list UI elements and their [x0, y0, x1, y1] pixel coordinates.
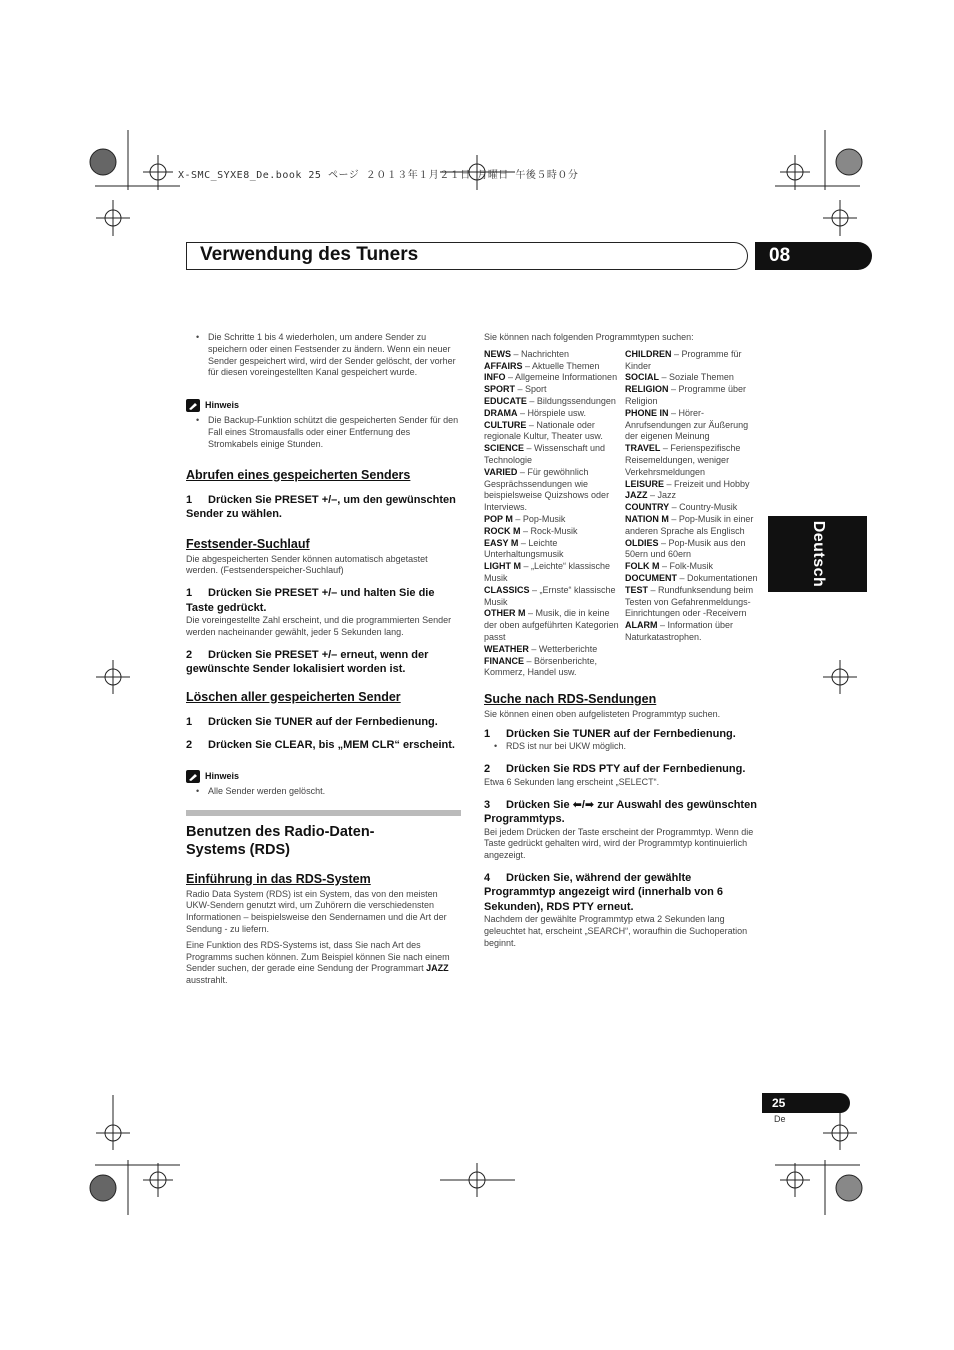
- program-type-code: LIGHT M: [484, 561, 521, 572]
- program-type-item: [625, 620, 759, 644]
- step-text: Drücken Sie CLEAR, bis „MEM CLR“ erscheint.: [208, 739, 455, 752]
- step-number: 1: [186, 493, 193, 506]
- program-type-desc: – Rundfunksendung beim Testen von Gefahrenmeldungs-Einrichtungen oder -Receivern: [625, 584, 754, 619]
- hint-heading-1: [186, 399, 461, 412]
- program-type-desc: – Bildungssendungen: [526, 395, 616, 406]
- program-type-desc: – Soziale Themen: [659, 372, 734, 383]
- language-tab-label: Deutsch: [809, 520, 827, 588]
- program-type-desc: – Wissenschaft und Technologie: [484, 443, 606, 465]
- program-type-code: TEST: [625, 584, 649, 595]
- program-type-desc: – Hörer-Anrufsendungen zur Äußerung der eigenen Meinung: [625, 407, 749, 442]
- program-type-code: CULTURE: [484, 419, 527, 430]
- section-title-recall: Abrufen eines gespeicherten Senders: [186, 467, 411, 482]
- program-type-item: [484, 372, 620, 384]
- program-type-item: [484, 408, 620, 420]
- program-type-desc: – Nachrichten: [511, 348, 570, 359]
- rds-intro-p2-end: ausstrahlt.: [186, 975, 228, 986]
- program-type-desc: – Für gewöhnlich Gesprächssendungen wie beispielsweise Quizshows oder Interviews.: [484, 466, 610, 513]
- program-type-code: AFFAIRS: [484, 360, 523, 371]
- program-type-code: SPORT: [484, 384, 516, 395]
- hint-heading-2: [186, 770, 461, 783]
- step-scan-1-desc: Die voreingestellte Zahl erscheint, und die programmierten Sender werden nacheinander gewählt, jeder 5 Sekunden lang.: [186, 615, 452, 637]
- program-type-desc: – Pop-Musik in einer anderen Sprache als Englisch: [625, 513, 754, 536]
- program-type-code: RELIGION: [625, 384, 669, 395]
- program-type-desc: – Börsenberichte, Kommerz, Handel usw.: [484, 655, 598, 678]
- program-type-desc: – Programme für Kinder: [625, 348, 742, 371]
- program-type-code: SCIENCE: [484, 443, 525, 454]
- program-type-item: [625, 514, 759, 538]
- section-title-rds-intro: Einführung in das RDS-System: [186, 871, 371, 886]
- program-type-item: [484, 384, 620, 396]
- step-text: Drücken Sie: [506, 798, 573, 811]
- step-number: 2: [186, 739, 193, 752]
- program-type-code: ALARM: [625, 620, 658, 631]
- left-right-arrows-icon: ⬅/➡: [572, 798, 595, 811]
- rds-search-intro: Sie können einen oben aufgelisteten Programmtyp suchen.: [484, 709, 721, 720]
- preset-scan-intro: Die abgespeicherten Sender können automatisch abgetastet werden. (Festsenderspeicher-Suchlauf): [186, 553, 428, 576]
- program-type-desc: – „Ernste“ klassische Musik: [484, 584, 616, 607]
- program-type-code: COUNTRY: [625, 502, 670, 513]
- program-type-code: ROCK M: [484, 525, 521, 536]
- step-search-1: [484, 727, 759, 742]
- program-type-desc: – Aktuelle Themen: [522, 360, 600, 371]
- rds-intro-p2-text: Eine Funktion des RDS-Systems ist, dass Sie nach Art des Programms suchen können. Zum Beispiel können Sie nach einem Sender suchen, der gerade eine Sendung der Programmart: [186, 939, 450, 974]
- program-type-item: [625, 443, 759, 478]
- step-text: Drücken Sie PRESET +/–, um den gewünschten Sender zu wählen.: [186, 493, 456, 521]
- language-tab: [768, 516, 867, 592]
- section-divider: [186, 810, 461, 816]
- step-number: 2: [186, 648, 193, 661]
- rds-intro-p2-jazz: JAZZ: [426, 963, 449, 974]
- program-type-code: PHONE IN: [625, 407, 669, 418]
- step-search-2: [484, 762, 759, 777]
- step-search-2-desc: Etwa 6 Sekunden lang erscheint „SELECT“.: [484, 776, 660, 787]
- program-type-desc: – Pop-Musik aus den 50ern und 60ern: [625, 537, 746, 560]
- step-number: 3: [484, 798, 491, 811]
- program-types-table: [484, 349, 759, 679]
- step-scan-1: [186, 586, 461, 615]
- step-search-4: [484, 871, 759, 915]
- program-type-item: [484, 585, 620, 609]
- program-type-item: [625, 490, 759, 502]
- step-recall-1: [186, 493, 461, 522]
- step-search-3: [484, 798, 759, 827]
- program-type-code: FINANCE: [484, 655, 524, 666]
- step-number: 1: [186, 715, 193, 728]
- program-type-code: OLDIES: [625, 537, 659, 548]
- program-types-col-2: [625, 349, 759, 679]
- program-type-desc: – Musik, die in keine der oben aufgeführten Kategorien passt: [484, 608, 619, 642]
- program-type-code: SOCIAL: [625, 372, 660, 383]
- program-type-desc: – Pop-Musik: [512, 513, 566, 524]
- program-type-item: [484, 526, 620, 538]
- page-title: Verwendung des Tuners: [200, 244, 419, 265]
- program-type-item: [484, 443, 620, 467]
- page-number: 25: [762, 1093, 850, 1113]
- step-text: Drücken Sie TUNER auf der Fernbedienung.: [208, 715, 438, 728]
- program-type-code: DRAMA: [484, 407, 518, 418]
- step-text: Drücken Sie PRESET +/– und halten Sie die Taste gedrückt.: [186, 587, 435, 614]
- program-type-item: [484, 467, 620, 514]
- program-type-item: [625, 502, 759, 514]
- step-number: 1: [186, 587, 193, 600]
- program-type-item: [484, 349, 620, 361]
- hint-text-2: • Alle Sender werden gelöscht.: [186, 786, 461, 798]
- program-type-desc: – Country-Musik: [669, 502, 738, 513]
- step-clear-1: [186, 715, 461, 730]
- program-type-code: CHILDREN: [625, 348, 672, 359]
- program-type-item: [484, 644, 620, 656]
- program-type-desc: – Ferienspezifische Reisemeldungen, weniger Verkehrsmeldungen: [625, 443, 741, 477]
- program-type-item: [484, 361, 620, 373]
- program-type-code: TRAVEL: [625, 443, 661, 454]
- step-number: 1: [484, 727, 491, 740]
- step-search-1-note: • RDS ist nur bei UKW möglich.: [484, 741, 759, 753]
- chapter-number: 08: [755, 242, 872, 270]
- program-type-desc: – Folk-Musik: [659, 561, 714, 572]
- program-type-item: [625, 479, 759, 491]
- step-search-3-desc: Bei jedem Drücken der Taste erscheint der Programmtyp. Wenn die Taste gedrückt gehalten wird, wird der Programmtyp kontinuierlich angezeigt.: [484, 826, 754, 861]
- file-info-line: X-SMC_SYXE8_De.book 25 ページ ２０１３年１月２１日 月曜日 午後５時０分: [178, 170, 579, 181]
- step-text: Drücken Sie TUNER auf der Fernbedienung.: [506, 727, 736, 740]
- program-type-item: [484, 420, 620, 444]
- program-type-code: FOLK M: [625, 561, 660, 572]
- program-type-item: [484, 608, 620, 643]
- hint-text-1: • Die Backup-Funktion schützt die gespeicherten Sender für den Fall eines Stromausfalls oder einer Entfernung des Stromkabels einige Stunden.: [186, 415, 461, 450]
- program-types-col-1: [484, 349, 625, 679]
- step-scan-2: [186, 648, 461, 677]
- section-title-clear: Löschen aller gespeicherten Sender: [186, 689, 401, 704]
- program-type-item: [484, 538, 620, 562]
- section-title-rds-search: Suche nach RDS-Sendungen: [484, 692, 657, 707]
- program-type-code: DOCUMENT: [625, 572, 677, 583]
- program-type-desc: – Hörspiele usw.: [517, 407, 587, 418]
- program-type-desc: – Programme über Religion: [625, 384, 747, 406]
- rds-intro-p2: [186, 940, 461, 987]
- program-type-item: [625, 372, 759, 384]
- left-column: [186, 332, 461, 987]
- step-clear-2: [186, 738, 461, 753]
- section-title-preset-scan: Festsender-Suchlauf: [186, 536, 310, 551]
- program-type-desc: – Leichte Unterhaltungsmusik: [484, 537, 564, 560]
- right-column: [484, 332, 759, 950]
- program-type-code: WEATHER: [484, 643, 529, 654]
- step-text: Drücken Sie, während der gewählte Programmtyp angezeigt wird (innerhalb von 6 Sekunden), RDS PTY erneut.: [484, 871, 723, 913]
- page-language-code: De: [774, 1114, 786, 1124]
- program-type-item: [625, 538, 759, 562]
- hint-label: Hinweis: [205, 770, 240, 781]
- program-type-item: [625, 573, 759, 585]
- step-number: 2: [484, 763, 491, 776]
- program-type-code: POP M: [484, 513, 513, 524]
- program-type-item: [484, 514, 620, 526]
- program-type-item: [625, 349, 759, 373]
- program-type-desc: – Jazz: [647, 490, 677, 501]
- program-type-item: [484, 396, 620, 408]
- program-type-code: CLASSICS: [484, 584, 530, 595]
- program-type-code: NATION M: [625, 513, 669, 524]
- hint-icon: [186, 770, 200, 783]
- program-type-code: VARIED: [484, 466, 518, 477]
- program-type-desc: – „Leichte“ klassische Musik: [484, 561, 611, 583]
- program-type-desc: – Rock-Musik: [520, 525, 578, 536]
- program-type-item: [484, 561, 620, 585]
- program-type-code: INFO: [484, 372, 506, 383]
- rds-intro-p1: Radio Data System (RDS) ist ein System, das von den meisten UKW-Sendern genutzt wird, um Zuhörern die verschiedensten Informationen – beispielsweise den Sendernamen und die Art der Sendung - zu liefern.: [186, 888, 447, 934]
- program-type-item: [625, 561, 759, 573]
- program-type-desc: – Dokumentationen: [677, 572, 758, 583]
- step-search-4-desc: Nachdem der gewählte Programmtyp etwa 2 Sekunden lang geleuchtet hat, erscheint „SEARCH“, woraufhin die Suchoperation beginnt.: [484, 914, 748, 948]
- program-type-item: [625, 408, 759, 443]
- program-type-item: [625, 384, 759, 408]
- program-type-code: EASY M: [484, 537, 519, 548]
- program-type-item: [484, 656, 620, 680]
- hint-label: Hinweis: [205, 400, 240, 411]
- program-type-desc: – Information über Naturkatastrophen.: [625, 620, 734, 642]
- program-type-code: EDUCATE: [484, 395, 527, 406]
- program-type-code: LEISURE: [625, 478, 665, 489]
- step-text-end: zur Auswahl des gewünschten Programmtyps.: [484, 798, 757, 825]
- program-type-desc: – Wetterberichte: [528, 643, 598, 654]
- program-type-code: OTHER M: [484, 608, 526, 619]
- program-type-desc: – Freizeit und Hobby: [664, 478, 750, 489]
- program-type-desc: – Sport: [515, 384, 547, 395]
- rds-section-title: Benutzen des Radio-Daten-Systems (RDS): [186, 823, 375, 858]
- program-type-desc: – Allgemeine Informationen: [505, 372, 618, 383]
- hint-icon: [186, 399, 200, 412]
- program-type-item: [625, 585, 759, 620]
- program-type-code: JAZZ: [625, 490, 648, 501]
- program-type-code: NEWS: [484, 348, 511, 359]
- bullet-repeat-steps: • Die Schritte 1 bis 4 wiederholen, um andere Sender zu speichern oder einen Festsender zu ändern. Wenn ein neuer Sender gespeichert wird, wird der Sender gelöscht, der vorher für diesen voreingestellten Kanal gespeichert wurde.: [186, 332, 461, 379]
- step-text: Drücken Sie PRESET +/– erneut, wenn der gewünschte Sender lokalisiert worden ist.: [186, 648, 429, 676]
- program-type-desc: – Nationale oder regionale Kultur, Theater usw.: [484, 419, 603, 442]
- program-types-intro: Sie können nach folgenden Programmtypen suchen:: [484, 332, 694, 342]
- step-number: 4: [484, 871, 491, 884]
- step-text: Drücken Sie RDS PTY auf der Fernbedienung.: [506, 763, 746, 776]
